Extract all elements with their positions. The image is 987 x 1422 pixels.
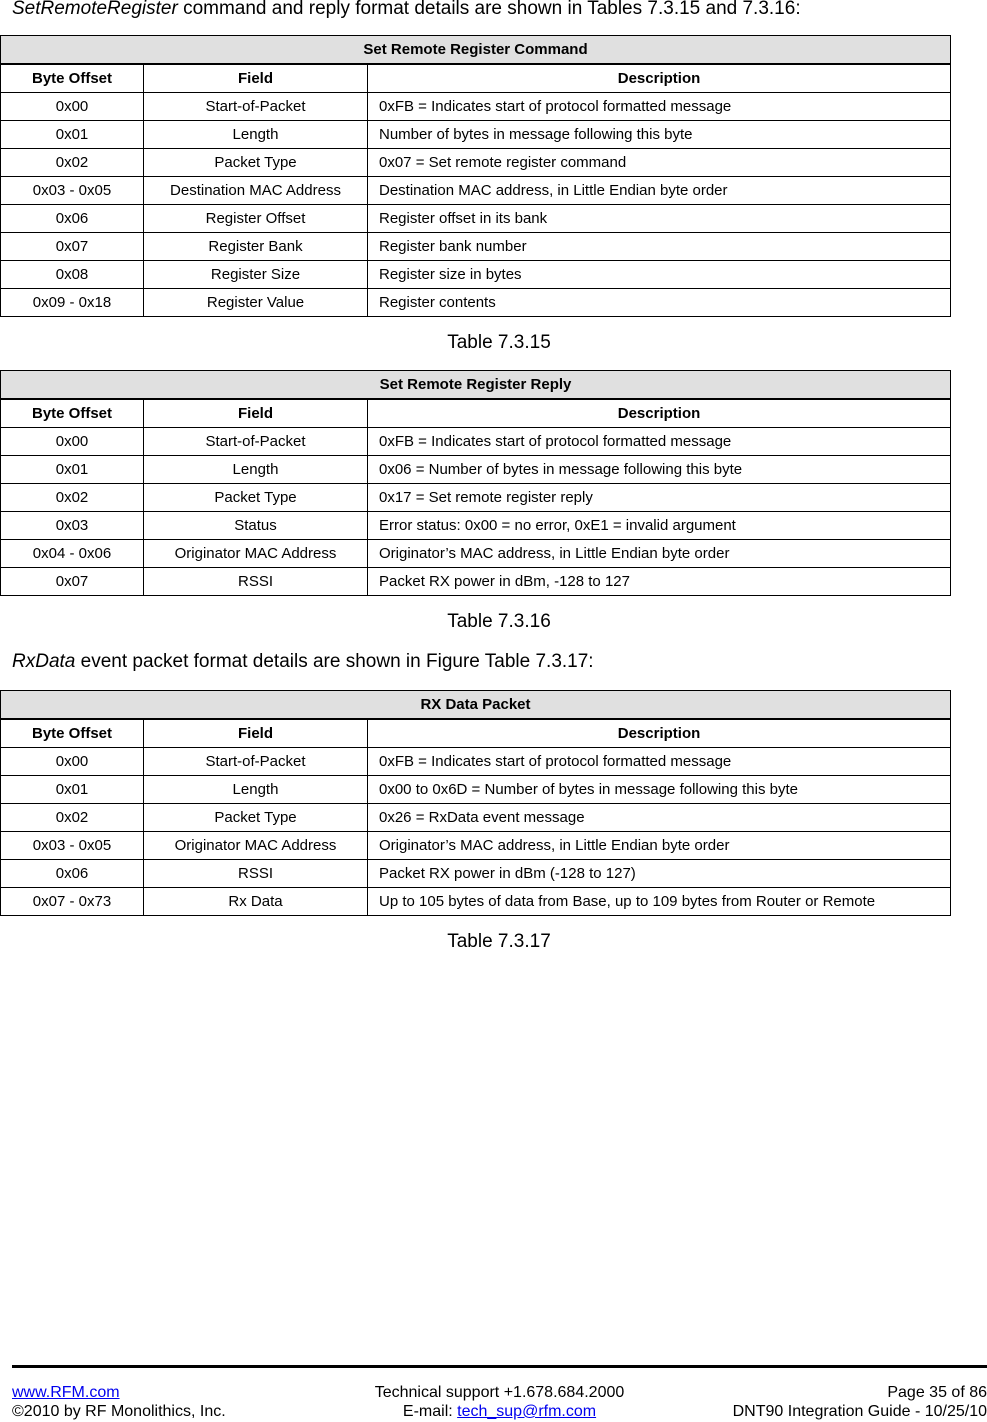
- description-cell: Packet RX power in dBm, -128 to 127: [368, 568, 951, 596]
- set-remote-register-command-table: [0, 35, 951, 317]
- table-header-row: [1, 399, 951, 428]
- column-header: Description: [368, 399, 951, 428]
- byte-offset-cell: 0x07 - 0x73: [1, 888, 144, 916]
- byte-offset-cell: 0x01: [1, 776, 144, 804]
- byte-offset-cell: 0x02: [1, 149, 144, 177]
- byte-offset-cell: 0x01: [1, 121, 144, 149]
- field-cell: Start-of-Packet: [144, 428, 368, 456]
- description-cell: 0xFB = Indicates start of protocol formatted message: [368, 428, 951, 456]
- column-header: Description: [368, 64, 951, 93]
- column-header: Field: [144, 399, 368, 428]
- description-cell: 0x26 = RxData event message: [368, 804, 951, 832]
- table-row: [1, 832, 951, 860]
- table-row: [1, 568, 951, 596]
- byte-offset-cell: 0x09 - 0x18: [1, 289, 144, 317]
- byte-offset-cell: 0x03 - 0x05: [1, 177, 144, 205]
- email-link[interactable]: tech_sup@rfm.com: [457, 1403, 597, 1420]
- email-label: E-mail:: [402, 1403, 458, 1420]
- description-cell: Register bank number: [368, 233, 951, 261]
- footer-row-2: [12, 1402, 987, 1422]
- field-cell: Start-of-Packet: [144, 748, 368, 776]
- table-title: Set Remote Register Command: [1, 36, 951, 65]
- copyright: ©2010 by RF Monolithics, Inc.: [12, 1403, 226, 1420]
- table-row: [1, 804, 951, 832]
- description-cell: 0x17 = Set remote register reply: [368, 484, 951, 512]
- footer-row-1: [12, 1383, 987, 1403]
- column-header: Byte Offset: [1, 64, 144, 93]
- command-name: SetRemoteRegister: [12, 0, 178, 19]
- table-row: [1, 261, 951, 289]
- table-row: [1, 428, 951, 456]
- rx-data-packet-table: [0, 690, 951, 916]
- table-row: [1, 93, 951, 121]
- byte-offset-cell: 0x03 - 0x05: [1, 832, 144, 860]
- table-row: [1, 540, 951, 568]
- field-cell: RSSI: [144, 568, 368, 596]
- field-cell: Originator MAC Address: [144, 832, 368, 860]
- table-row: [1, 776, 951, 804]
- byte-offset-cell: 0x07: [1, 233, 144, 261]
- description-cell: Register contents: [368, 289, 951, 317]
- field-cell: Register Value: [144, 289, 368, 317]
- column-header: Byte Offset: [1, 399, 144, 428]
- intro-text: event packet format details are shown in Figure Table 7.3.17:: [75, 651, 594, 672]
- table-row: [1, 860, 951, 888]
- field-cell: Packet Type: [144, 804, 368, 832]
- column-header: Description: [368, 719, 951, 748]
- table-title: Set Remote Register Reply: [1, 371, 951, 400]
- table-row: [1, 484, 951, 512]
- field-cell: Packet Type: [144, 149, 368, 177]
- byte-offset-cell: 0x00: [1, 428, 144, 456]
- description-cell: 0x07 = Set remote register command: [368, 149, 951, 177]
- byte-offset-cell: 0x06: [1, 205, 144, 233]
- description-cell: Originator’s MAC address, in Little Endian byte order: [368, 540, 951, 568]
- set-remote-register-reply-table: [0, 370, 951, 596]
- description-cell: Up to 105 bytes of data from Base, up to 109 bytes from Router or Remote: [368, 888, 951, 916]
- byte-offset-cell: 0x08: [1, 261, 144, 289]
- website-link[interactable]: www.RFM.com: [12, 1384, 120, 1401]
- column-header: Field: [144, 719, 368, 748]
- description-cell: 0x06 = Number of bytes in message following this byte: [368, 456, 951, 484]
- field-cell: Register Offset: [144, 205, 368, 233]
- table-row: [1, 748, 951, 776]
- table-row: [1, 456, 951, 484]
- field-cell: Length: [144, 121, 368, 149]
- description-cell: Destination MAC address, in Little Endian byte order: [368, 177, 951, 205]
- byte-offset-cell: 0x00: [1, 93, 144, 121]
- field-cell: Length: [144, 776, 368, 804]
- table-row: [1, 888, 951, 916]
- table-header-row: [1, 64, 951, 93]
- field-cell: Register Size: [144, 261, 368, 289]
- field-cell: Packet Type: [144, 484, 368, 512]
- table-title: RX Data Packet: [1, 691, 951, 720]
- description-cell: Number of bytes in message following this byte: [368, 121, 951, 149]
- description-cell: Register offset in its bank: [368, 205, 951, 233]
- description-cell: Originator’s MAC address, in Little Endian byte order: [368, 832, 951, 860]
- intro-paragraph-2: [12, 651, 594, 673]
- footer-divider: [12, 1365, 987, 1368]
- description-cell: 0xFB = Indicates start of protocol formatted message: [368, 93, 951, 121]
- byte-offset-cell: 0x04 - 0x06: [1, 540, 144, 568]
- table-caption: Table 7.3.16: [447, 611, 551, 632]
- table-row: [1, 205, 951, 233]
- support-phone: Technical support +1.678.684.2000: [374, 1384, 625, 1401]
- intro-text: command and reply format details are shown in Tables 7.3.15 and 7.3.16:: [177, 0, 801, 19]
- field-cell: Destination MAC Address: [144, 177, 368, 205]
- table-caption: Table 7.3.15: [447, 332, 551, 353]
- table-row: [1, 177, 951, 205]
- field-cell: Start-of-Packet: [144, 93, 368, 121]
- description-cell: Error status: 0x00 = no error, 0xE1 = invalid argument: [368, 512, 951, 540]
- table-row: [1, 289, 951, 317]
- description-cell: Packet RX power in dBm (-128 to 127): [368, 860, 951, 888]
- column-header: Byte Offset: [1, 719, 144, 748]
- intro-paragraph-1: [12, 0, 801, 20]
- table-row: [1, 149, 951, 177]
- byte-offset-cell: 0x03: [1, 512, 144, 540]
- field-cell: Originator MAC Address: [144, 540, 368, 568]
- document-title: DNT90 Integration Guide - 10/25/10: [732, 1403, 987, 1420]
- byte-offset-cell: 0x01: [1, 456, 144, 484]
- table-header-row: [1, 719, 951, 748]
- field-cell: Register Bank: [144, 233, 368, 261]
- page-number: Page 35 of 86: [887, 1384, 987, 1401]
- table-row: [1, 512, 951, 540]
- table-row: [1, 233, 951, 261]
- byte-offset-cell: 0x06: [1, 860, 144, 888]
- field-cell: Length: [144, 456, 368, 484]
- byte-offset-cell: 0x02: [1, 484, 144, 512]
- byte-offset-cell: 0x02: [1, 804, 144, 832]
- description-cell: Register size in bytes: [368, 261, 951, 289]
- field-cell: RSSI: [144, 860, 368, 888]
- event-name: RxData: [12, 651, 76, 672]
- description-cell: 0x00 to 0x6D = Number of bytes in message following this byte: [368, 776, 951, 804]
- field-cell: Rx Data: [144, 888, 368, 916]
- table-row: [1, 121, 951, 149]
- byte-offset-cell: 0x07: [1, 568, 144, 596]
- byte-offset-cell: 0x00: [1, 748, 144, 776]
- description-cell: 0xFB = Indicates start of protocol formatted message: [368, 748, 951, 776]
- column-header: Field: [144, 64, 368, 93]
- table-caption: Table 7.3.17: [447, 931, 551, 952]
- field-cell: Status: [144, 512, 368, 540]
